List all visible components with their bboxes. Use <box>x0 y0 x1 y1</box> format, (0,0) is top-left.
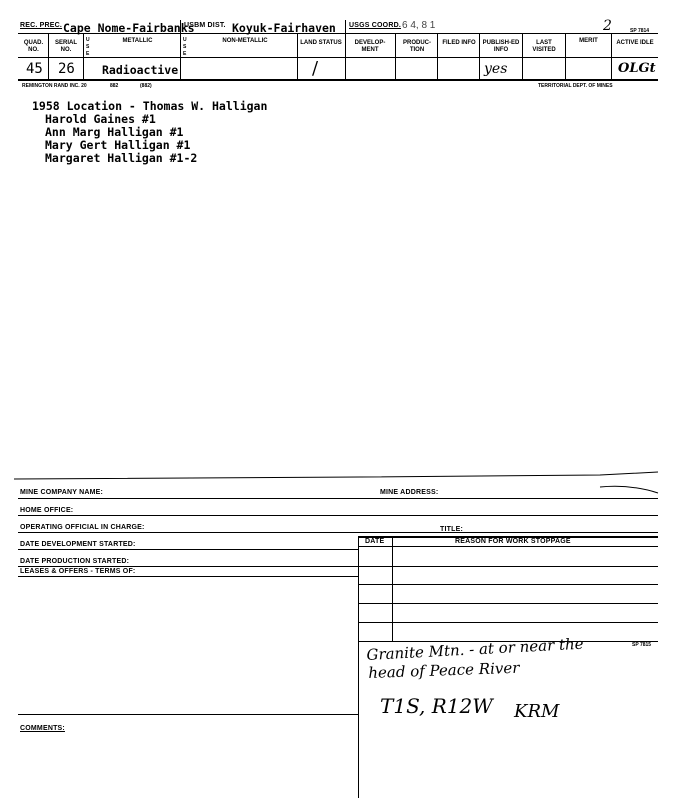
note-line: Harold Gaines #1 <box>45 112 156 126</box>
column-divider <box>297 33 298 79</box>
record-quad: 45 <box>26 61 43 77</box>
rule-line <box>18 515 658 516</box>
record-active-idle: OLGt <box>618 61 656 76</box>
col-development: DEVELOP-MENT <box>354 40 386 53</box>
operating-official-label: OPERATING OFFICIAL IN CHARGE: <box>20 524 145 531</box>
title-label: TITLE: <box>440 526 463 533</box>
col-metallic: METALLIC <box>122 38 153 44</box>
use-s: S <box>183 44 187 50</box>
rule-line <box>358 566 658 567</box>
rule-line <box>358 584 658 585</box>
date-production-label: DATE PRODUCTION STARTED: <box>20 558 130 565</box>
col-last-visited: LAST VISITED <box>532 40 556 53</box>
rule-line <box>18 549 358 550</box>
column-divider <box>611 33 612 79</box>
location-notes <box>32 100 267 165</box>
handwritten-initials: KRM <box>514 701 560 722</box>
printer-code-2: (882) <box>140 83 152 89</box>
use-u: U <box>183 37 187 43</box>
col-serial-no: SERIAL NO. <box>54 40 77 53</box>
leases-label: LEASES & OFFERS - TERMS OF: <box>20 568 136 575</box>
rule-line <box>358 546 658 547</box>
note-line: Margaret Halligan #1-2 <box>45 151 198 165</box>
column-divider <box>479 33 480 79</box>
rule-line <box>18 714 358 715</box>
use-e: E <box>86 51 90 57</box>
column-divider <box>392 536 393 641</box>
use-e: E <box>183 51 187 57</box>
col-filed-info: FILED INFO <box>442 40 476 46</box>
home-office-label: HOME OFFICE: <box>20 507 74 514</box>
record-land-status: / <box>312 58 319 79</box>
mine-company-name-label: MINE COMPANY NAME: <box>20 489 104 496</box>
col-production: PRODUC-TION <box>403 40 431 53</box>
use-u: U <box>86 37 90 43</box>
note-line: 1958 Location - Thomas W. Halligan <box>32 99 268 113</box>
rule-line <box>18 57 658 58</box>
handwritten-river: head of Peace River <box>368 658 520 682</box>
column-divider <box>345 20 346 79</box>
record-metallic: Radioactive <box>102 63 179 77</box>
rule-line <box>18 498 658 499</box>
rec-prec-value: Cape Nome-Fairbanks <box>63 21 195 35</box>
note-line: Mary Gert Halligan #1 <box>45 138 191 152</box>
column-divider <box>395 33 396 79</box>
record-serial: 26 <box>58 61 75 77</box>
column-divider <box>83 33 84 79</box>
col-active-idle: ACTIVE IDLE <box>616 40 654 46</box>
form-number: SP 7814 <box>630 28 650 34</box>
col-non-metallic: NON-METALLIC <box>222 38 268 44</box>
col-land-status: LAND STATUS <box>300 40 342 46</box>
column-divider <box>565 33 566 79</box>
record-published-info: yes <box>484 61 508 77</box>
rule-line <box>18 576 358 577</box>
col-published-info: PUBLISH-ED INFO <box>482 40 520 53</box>
column-divider <box>522 33 523 79</box>
rule-line <box>358 603 658 604</box>
lower-form-number: SP 7815 <box>632 642 652 648</box>
rule-line <box>18 566 358 567</box>
comments-label: COMMENTS: <box>20 725 65 732</box>
column-divider <box>48 33 49 79</box>
column-divider <box>437 33 438 79</box>
printer-imprint: REMINGTON RAND INC. 20 <box>22 83 87 89</box>
corner-mark: 2 <box>603 18 612 34</box>
column-divider <box>358 536 359 798</box>
rule-line <box>18 79 658 81</box>
col-quad-no: QUAD. NO. <box>23 40 44 53</box>
rule-line <box>18 532 658 533</box>
usbm-dist-value: Koyuk-Fairhaven <box>232 21 336 35</box>
date-column-header: DATE <box>365 538 385 545</box>
rule-line <box>358 622 658 623</box>
usbm-dist-label: USBM DIST. <box>184 22 226 29</box>
handwritten-township: T1S, R12W <box>380 694 493 718</box>
usgs-coord-label: USGS COORD. <box>349 22 401 29</box>
usgs-coord-value: 6 4, 8 1 <box>402 20 436 31</box>
date-development-label: DATE DEVELOPMENT STARTED: <box>20 541 136 548</box>
use-s: S <box>86 44 90 50</box>
mine-address-label: MINE ADDRESS: <box>380 489 439 496</box>
handwritten-location: Granite Mtn. - at or near the <box>366 634 584 664</box>
reason-column-header: REASON FOR WORK STOPPAGE <box>455 538 571 545</box>
note-line: Ann Marg Halligan #1 <box>45 125 184 139</box>
department-imprint: TERRITORIAL DEPT. OF MINES <box>538 83 613 89</box>
rec-prec-label: REC. PREC. <box>20 22 63 29</box>
col-merit: MERIT <box>579 38 598 44</box>
printer-code: 882 <box>110 83 119 89</box>
